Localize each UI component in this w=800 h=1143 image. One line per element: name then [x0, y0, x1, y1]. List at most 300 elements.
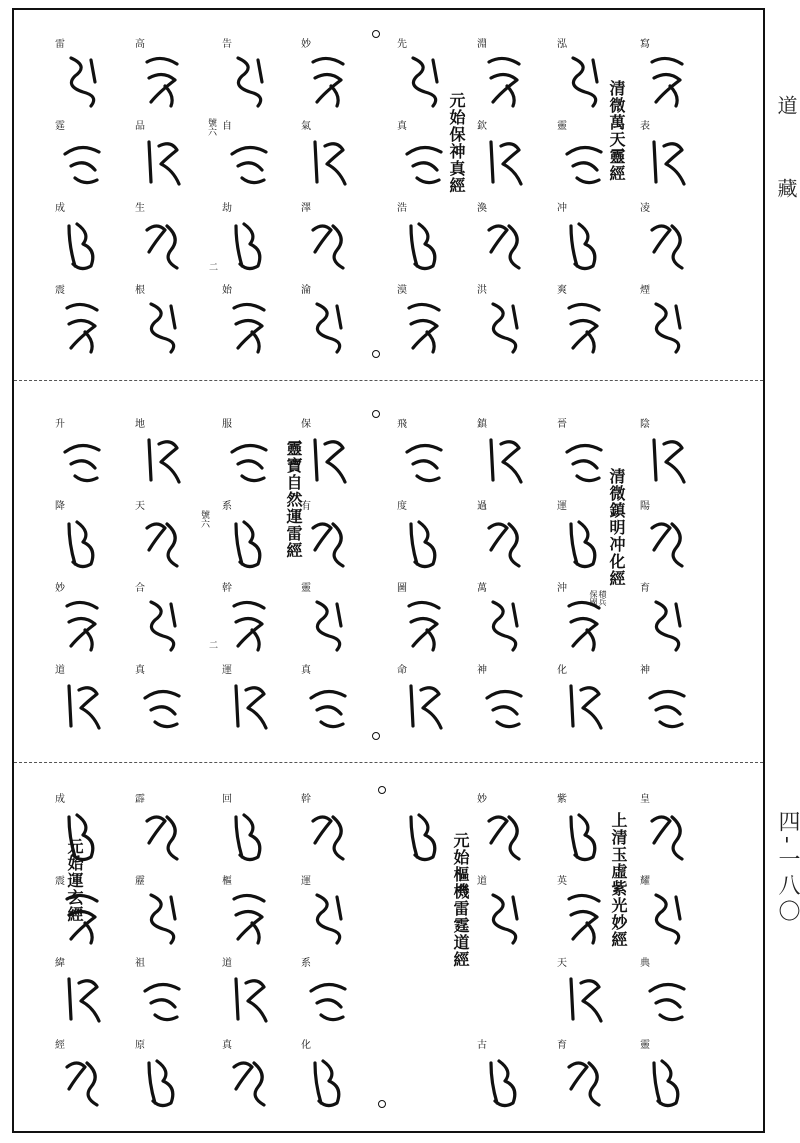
glyph-cell [301, 122, 353, 204]
script-column [55, 795, 107, 1123]
glyph-cell [477, 666, 529, 748]
seal-script-glyph [403, 216, 445, 272]
seal-script-glyph [307, 514, 349, 570]
script-column [135, 795, 187, 1123]
seal-script-glyph [483, 432, 525, 488]
annotation-mark: 號六 [199, 510, 209, 528]
title-annotation: 積兵 [598, 590, 607, 606]
script-column [640, 40, 692, 368]
seal-script-glyph [483, 298, 525, 354]
gloss-label: 過 [477, 501, 487, 512]
glyph-cell [557, 1041, 609, 1123]
seal-script-glyph [483, 514, 525, 570]
gloss-label: 澤 [301, 203, 311, 214]
gloss-label: 祖 [135, 958, 145, 969]
seal-script-glyph [483, 1053, 525, 1109]
seal-script-glyph [483, 889, 525, 945]
seal-script-glyph [646, 134, 688, 190]
seal-script-glyph [141, 514, 183, 570]
page-number: 四-一八〇 [775, 810, 800, 926]
gloss-label: 鎮 [477, 419, 487, 430]
glyph-cell [557, 666, 609, 748]
glyph-cell [477, 122, 529, 204]
title-annotation: 保國 [589, 590, 598, 606]
gloss-label: 幹 [222, 583, 232, 594]
seal-script-glyph [646, 216, 688, 272]
script-column [135, 40, 187, 368]
seal-script-glyph [307, 596, 349, 652]
gloss-label: 霹 [135, 794, 145, 805]
seal-script-glyph [563, 52, 605, 108]
glyph-cell [477, 204, 529, 286]
seal-script-glyph [141, 298, 183, 354]
glyph-cell [557, 122, 609, 204]
glyph-cell [301, 795, 353, 877]
section-title: 清微鎮明冲化經 [607, 468, 626, 587]
glyph-cell [222, 502, 274, 584]
seal-script-glyph [228, 678, 270, 734]
circle-mark [372, 30, 380, 38]
seal-script-glyph [228, 298, 270, 354]
glyph-cell [301, 204, 353, 286]
glyph-cell [477, 420, 529, 502]
gloss-label: 神 [477, 665, 487, 676]
seal-script-glyph [646, 596, 688, 652]
seal-script-glyph [403, 678, 445, 734]
glyph-cell [477, 40, 529, 122]
annotation-mark: 二 [207, 640, 217, 649]
annotation-mark: 號六 [206, 118, 216, 136]
glyph-cell [477, 959, 529, 1041]
section-divider [14, 762, 763, 763]
gloss-label: 真 [397, 121, 407, 132]
seal-script-glyph [563, 1053, 605, 1109]
gloss-label: 耀 [640, 876, 650, 887]
glyph-cell [55, 666, 107, 748]
section-title: 元始保神真經 [447, 92, 466, 194]
seal-script-glyph [307, 134, 349, 190]
seal-script-glyph [646, 678, 688, 734]
seal-script-glyph [307, 52, 349, 108]
script-column [301, 795, 353, 1123]
circle-mark [378, 786, 386, 794]
glyph-cell [222, 420, 274, 502]
glyph-cell [222, 666, 274, 748]
glyph-cell [301, 666, 353, 748]
glyph-cell [301, 286, 353, 368]
gloss-label: 度 [397, 501, 407, 512]
seal-script-glyph [563, 596, 605, 652]
section-title: 元始運玄經 [65, 838, 84, 923]
gloss-label: 浩 [397, 203, 407, 214]
glyph-cell [640, 795, 692, 877]
seal-script-glyph [141, 971, 183, 1027]
glyph-cell [397, 666, 449, 748]
script-column [397, 795, 449, 1123]
glyph-cell [557, 795, 609, 877]
gloss-label: 運 [222, 665, 232, 676]
seal-script-glyph [307, 678, 349, 734]
seal-script-glyph [228, 1053, 270, 1109]
gloss-label: 英 [557, 876, 567, 887]
glyph-cell [640, 286, 692, 368]
gloss-label: 神 [640, 665, 650, 676]
gloss-label: 欽 [477, 121, 487, 132]
seal-script-glyph [61, 596, 103, 652]
section-title: 清微萬天靈經 [607, 80, 626, 182]
gloss-label: 霆 [55, 121, 65, 132]
gloss-label: 靈 [557, 121, 567, 132]
seal-script-glyph [646, 1053, 688, 1109]
glyph-cell [640, 122, 692, 204]
gloss-label: 真 [301, 665, 311, 676]
seal-script-glyph [61, 52, 103, 108]
seal-script-glyph [646, 52, 688, 108]
seal-script-glyph [646, 514, 688, 570]
seal-script-glyph [483, 678, 525, 734]
glyph-cell [55, 795, 107, 877]
glyph-cell [55, 584, 107, 666]
gloss-label: 命 [397, 665, 407, 676]
seal-script-glyph [483, 596, 525, 652]
gloss-label: 飛 [397, 419, 407, 430]
gloss-label: 靈 [640, 1040, 650, 1051]
gloss-label: 幹 [301, 794, 311, 805]
script-column [640, 420, 692, 748]
gloss-label: 高 [135, 39, 145, 50]
glyph-cell [397, 502, 449, 584]
seal-script-glyph [228, 52, 270, 108]
seal-script-glyph [563, 678, 605, 734]
seal-script-glyph [483, 807, 525, 863]
glyph-cell [397, 286, 449, 368]
gloss-label: 凌 [640, 203, 650, 214]
seal-script-glyph [646, 432, 688, 488]
gloss-label: 化 [301, 1040, 311, 1051]
gloss-label: 降 [55, 501, 65, 512]
glyph-cell [477, 584, 529, 666]
script-column [301, 420, 353, 748]
glyph-cell [557, 420, 609, 502]
seal-script-glyph [646, 971, 688, 1027]
gloss-label: 天 [557, 958, 567, 969]
glyph-cell [55, 420, 107, 502]
seal-script-glyph [61, 216, 103, 272]
seal-script-glyph [563, 514, 605, 570]
glyph-cell [301, 959, 353, 1041]
gloss-label: 真 [135, 665, 145, 676]
glyph-cell [557, 959, 609, 1041]
glyph-cell [55, 286, 107, 368]
gloss-label: 漠 [397, 285, 407, 296]
glyph-cell [301, 40, 353, 122]
seal-script-glyph [61, 432, 103, 488]
glyph-cell [135, 40, 187, 122]
glyph-cell [55, 1041, 107, 1123]
section-divider [14, 380, 763, 381]
script-column [135, 420, 187, 748]
gloss-label: 地 [135, 419, 145, 430]
gloss-label: 沖 [557, 583, 567, 594]
script-column [301, 40, 353, 368]
margin-label-collection: 藏 [774, 178, 798, 212]
glyph-cell [222, 204, 274, 286]
glyph-cell [222, 1041, 274, 1123]
seal-script-glyph [228, 596, 270, 652]
glyph-cell [135, 877, 187, 959]
glyph-cell [557, 204, 609, 286]
gloss-label: 晉 [557, 419, 567, 430]
seal-script-glyph [563, 298, 605, 354]
gloss-label: 道 [477, 876, 487, 887]
margin-label-top: 道 [774, 95, 798, 129]
glyph-cell [135, 584, 187, 666]
seal-script-glyph [61, 1053, 103, 1109]
section-title: 靈寶自然運雷經 [284, 440, 303, 559]
glyph-cell [640, 204, 692, 286]
seal-script-glyph [228, 432, 270, 488]
glyph-cell [301, 584, 353, 666]
gloss-label: 樞 [222, 876, 232, 887]
gloss-label: 運 [301, 876, 311, 887]
seal-script-glyph [403, 134, 445, 190]
gloss-label: 淪 [301, 285, 311, 296]
seal-script-glyph [403, 514, 445, 570]
gloss-label: 淵 [477, 39, 487, 50]
glyph-cell [640, 40, 692, 122]
seal-script-glyph [563, 889, 605, 945]
script-column [222, 40, 274, 368]
glyph-cell [640, 877, 692, 959]
script-column [477, 40, 529, 368]
gloss-label: 道 [222, 958, 232, 969]
gloss-label: 系 [301, 958, 311, 969]
gloss-label: 圖 [397, 583, 407, 594]
gloss-label: 運 [557, 501, 567, 512]
seal-script-glyph [141, 678, 183, 734]
glyph-cell [135, 420, 187, 502]
glyph-cell [222, 959, 274, 1041]
glyph-cell [397, 204, 449, 286]
glyph-cell [135, 502, 187, 584]
seal-script-glyph [307, 971, 349, 1027]
script-column [477, 795, 529, 1123]
glyph-cell [477, 1041, 529, 1123]
seal-script-glyph [61, 889, 103, 945]
glyph-cell [397, 959, 449, 1041]
circle-mark [372, 410, 380, 418]
script-column [222, 795, 274, 1123]
seal-script-glyph [646, 807, 688, 863]
gloss-label: 天 [135, 501, 145, 512]
gloss-label: 妙 [477, 794, 487, 805]
section-title: 上清玉虛紫光妙經 [609, 812, 628, 948]
seal-script-glyph [307, 1053, 349, 1109]
gloss-label: 雷 [55, 39, 65, 50]
glyph-cell [477, 286, 529, 368]
glyph-cell [55, 502, 107, 584]
seal-script-glyph [228, 807, 270, 863]
gloss-label: 始 [222, 285, 232, 296]
seal-script-glyph [228, 514, 270, 570]
gloss-label: 回 [222, 794, 232, 805]
gloss-label: 品 [135, 121, 145, 132]
glyph-cell [55, 122, 107, 204]
gloss-label: 震 [55, 285, 65, 296]
glyph-cell [640, 959, 692, 1041]
gloss-label: 自 [222, 121, 232, 132]
glyph-cell [55, 40, 107, 122]
seal-script-glyph [228, 971, 270, 1027]
seal-script-glyph [61, 514, 103, 570]
glyph-cell [640, 1041, 692, 1123]
gloss-label: 育 [557, 1040, 567, 1051]
seal-script-glyph [563, 216, 605, 272]
glyph-cell [55, 877, 107, 959]
gloss-label: 靂 [135, 876, 145, 887]
gloss-label: 古 [477, 1040, 487, 1051]
script-column [640, 795, 692, 1123]
gloss-label: 合 [135, 583, 145, 594]
gloss-label: 洪 [477, 285, 487, 296]
seal-script-glyph [307, 216, 349, 272]
gloss-label: 成 [55, 203, 65, 214]
glyph-cell [135, 959, 187, 1041]
glyph-cell [640, 502, 692, 584]
circle-mark [378, 1100, 386, 1108]
gloss-label: 妙 [55, 583, 65, 594]
seal-script-glyph [483, 216, 525, 272]
glyph-cell [135, 795, 187, 877]
glyph-cell [557, 286, 609, 368]
glyph-cell [301, 877, 353, 959]
gloss-label: 爽 [557, 285, 567, 296]
glyph-cell [301, 420, 353, 502]
seal-script-glyph [646, 889, 688, 945]
seal-script-glyph [141, 52, 183, 108]
seal-script-glyph [307, 432, 349, 488]
gloss-label: 保 [301, 419, 311, 430]
glyph-cell [55, 204, 107, 286]
glyph-cell [640, 584, 692, 666]
gloss-label: 氣 [301, 121, 311, 132]
glyph-cell [557, 502, 609, 584]
gloss-label: 震 [55, 876, 65, 887]
seal-script-glyph [141, 807, 183, 863]
seal-script-glyph [228, 216, 270, 272]
glyph-cell [135, 286, 187, 368]
script-column [222, 420, 274, 748]
glyph-cell [397, 584, 449, 666]
glyph-cell [397, 795, 449, 877]
seal-script-glyph [563, 971, 605, 1027]
glyph-cell [222, 877, 274, 959]
seal-script-glyph [483, 52, 525, 108]
gloss-label: 煙 [640, 285, 650, 296]
glyph-cell [397, 122, 449, 204]
glyph-cell [301, 1041, 353, 1123]
glyph-cell [135, 666, 187, 748]
gloss-label: 告 [222, 39, 232, 50]
circle-mark [372, 732, 380, 740]
seal-script-glyph [141, 134, 183, 190]
seal-script-glyph [61, 298, 103, 354]
glyph-cell [557, 40, 609, 122]
gloss-label: 服 [222, 419, 232, 430]
gloss-label: 渙 [477, 203, 487, 214]
seal-script-glyph [403, 52, 445, 108]
seal-script-glyph [483, 134, 525, 190]
annotation-mark: 二 [207, 262, 217, 271]
seal-script-glyph [141, 889, 183, 945]
glyph-cell [222, 40, 274, 122]
gloss-label: 妙 [301, 39, 311, 50]
gloss-label: 真 [222, 1040, 232, 1051]
seal-script-glyph [563, 134, 605, 190]
gloss-label: 靈 [301, 583, 311, 594]
script-column [557, 40, 609, 368]
gloss-label: 典 [640, 958, 650, 969]
seal-script-glyph [403, 807, 445, 863]
gloss-label: 原 [135, 1040, 145, 1051]
gloss-label: 道 [55, 665, 65, 676]
glyph-cell [397, 420, 449, 502]
gloss-label: 冲 [557, 203, 567, 214]
gloss-label: 根 [135, 285, 145, 296]
glyph-cell [135, 1041, 187, 1123]
gloss-label: 泓 [557, 39, 567, 50]
script-column [477, 420, 529, 748]
glyph-cell [301, 502, 353, 584]
circle-mark [372, 350, 380, 358]
seal-script-glyph [563, 807, 605, 863]
seal-script-glyph [141, 432, 183, 488]
glyph-cell [55, 959, 107, 1041]
script-column [55, 40, 107, 368]
gloss-label: 先 [397, 39, 407, 50]
script-column [397, 420, 449, 748]
seal-script-glyph [563, 432, 605, 488]
seal-script-glyph [307, 889, 349, 945]
glyph-cell [477, 795, 529, 877]
seal-script-glyph [141, 216, 183, 272]
gloss-label: 系 [222, 501, 232, 512]
seal-script-glyph [61, 134, 103, 190]
seal-script-glyph [141, 1053, 183, 1109]
seal-script-glyph [141, 596, 183, 652]
seal-script-glyph [228, 134, 270, 190]
glyph-cell [397, 1041, 449, 1123]
gloss-label: 寫 [640, 39, 650, 50]
seal-script-glyph [61, 971, 103, 1027]
glyph-cell [477, 877, 529, 959]
gloss-label: 陰 [640, 419, 650, 430]
gloss-label: 萬 [477, 583, 487, 594]
gloss-label: 生 [135, 203, 145, 214]
glyph-cell [135, 122, 187, 204]
script-column [557, 420, 609, 748]
glyph-cell [640, 666, 692, 748]
glyph-cell [222, 584, 274, 666]
section-title: 元始樞機雷霆道經 [451, 832, 470, 968]
glyph-cell [477, 502, 529, 584]
gloss-label: 有 [301, 501, 311, 512]
seal-script-glyph [307, 807, 349, 863]
seal-script-glyph [61, 807, 103, 863]
glyph-cell [222, 286, 274, 368]
gloss-label: 化 [557, 665, 567, 676]
gloss-label: 皇 [640, 794, 650, 805]
